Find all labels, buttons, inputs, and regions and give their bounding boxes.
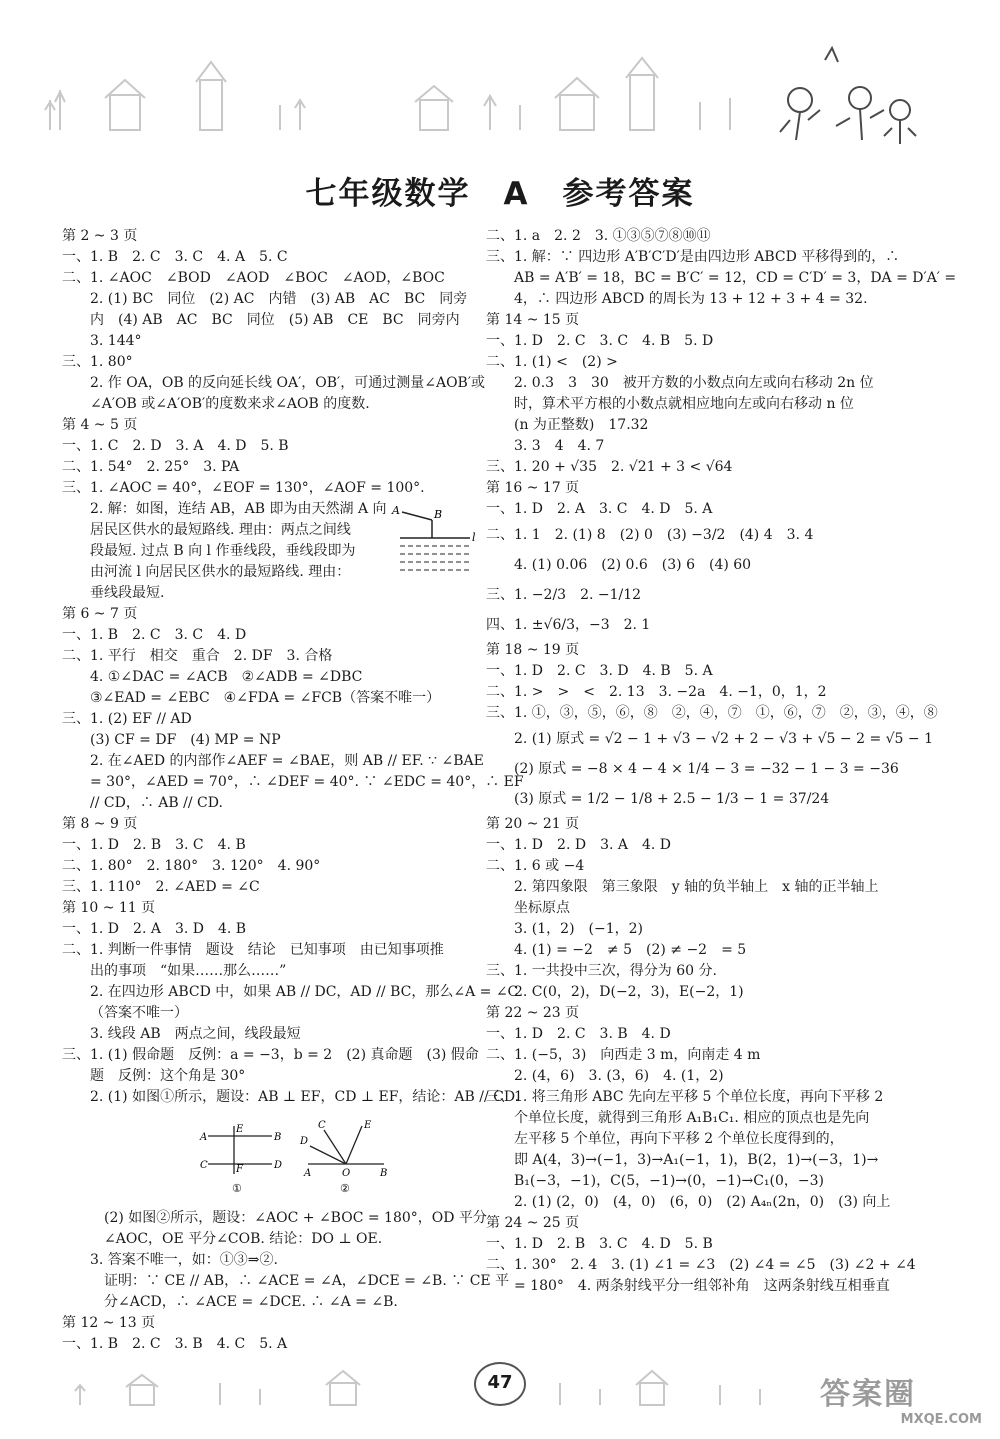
answer-line: 第 8 ~ 9 页 <box>62 816 138 832</box>
answer-line: 证明：∵ CE // AB，∴ ∠ACE = ∠A，∠DCE = ∠B. ∵ CE 平 <box>104 1273 510 1289</box>
answer-line: 一、1. D 2. A 3. C 4. D 5. A <box>486 501 713 517</box>
answer-line: 题 反例：这个角是 30° <box>90 1068 246 1084</box>
answer-line: 2. (1) (2，0) (4，0) (6，0) (2) A₄ₙ(2n，0) (3) 向上 <box>514 1194 891 1210</box>
answer-line: 三、1. −2/3 2. −1/12 <box>486 587 642 603</box>
answer-line: = 180° 4. 两条射线平分一组邻补角 这两条射线互相垂直 <box>514 1278 890 1294</box>
caption-2: ② <box>340 1182 350 1195</box>
figure-1-parallel-lines <box>199 1124 282 1195</box>
answer-line: 3. 144° <box>90 333 142 349</box>
answer-line: 三、1. ①，③，⑤，⑥，⑧ ②，④，⑦ ①，⑥，⑦ ②，③，④，⑧ <box>486 705 938 721</box>
answer-line: 二、1. ∠AOC ∠BOD ∠AOD ∠BOC ∠AOD，∠BOC <box>62 270 445 286</box>
answer-line: 一、1. D 2. B 3. C 4. D 5. B <box>486 1236 713 1252</box>
answer-line: 二、1. 6 或 −4 <box>486 858 585 874</box>
answer-line: 二、1. a 2. 2 3. ①③⑤⑦⑧⑩⑪ <box>486 228 711 244</box>
answer-line: 一、1. D 2. A 3. D 4. B <box>62 921 247 937</box>
answer-line: 一、1. B 2. C 3. B 4. C 5. A <box>62 1336 288 1352</box>
header-decoration <box>0 40 1000 150</box>
answer-line: 时，算术平方根的小数点就相应地向左或向右移动 n 位 <box>514 396 854 412</box>
answer-line: 4，∴ 四边形 ABCD 的周长为 13 + 12 + 3 + 4 = 32. <box>514 291 868 307</box>
answer-line: 一、1. D 2. D 3. A 4. D <box>486 837 672 853</box>
answer-line: (3) 原式 = 1/2 − 1/8 + 2.5 − 1/3 − 1 = 37/24 <box>514 791 830 807</box>
label-e: E <box>364 1120 372 1131</box>
answer-line: 三、1. (2) EF // AD <box>62 711 192 727</box>
answer-line: 2. (4，6) 3. (3，6) 4. (1，2) <box>514 1068 724 1084</box>
answer-line: 二、1. (−5，3) 向西走 3 m，向南走 4 m <box>486 1047 761 1063</box>
answer-line: 2. 0.3 3 30 被开方数的小数点向左或向右移动 2n 位 <box>514 375 874 391</box>
answer-line: ∠A′OB 或∠A′OB′的度数来求∠AOB 的度数. <box>90 396 370 412</box>
answer-line: (n 为正整数) 17.32 <box>514 417 649 433</box>
label-a: A <box>392 504 400 517</box>
answer-line: 垂线段最短. <box>90 585 165 601</box>
answer-line: 2. (1) 原式 = √2 − 1 + √3 − √2 + 2 − √3 + √5 − 2 = √5 − 1 <box>514 731 933 747</box>
watermark-logo <box>820 1378 990 1434</box>
answer-line: 第 4 ~ 5 页 <box>62 417 138 433</box>
answer-line: 第 6 ~ 7 页 <box>62 606 138 622</box>
answer-line: 坐标原点 <box>514 900 570 916</box>
answer-line: (3) CF = DF (4) MP = NP <box>90 732 281 748</box>
caption-1: ① <box>232 1182 242 1195</box>
answer-line: 2. 解：如图，连结 AB，AB 即为由天然湖 A 向 <box>90 501 387 517</box>
answer-line: B₁(−3，−1)，C(5，−1)→(0，−1)→C₁(0，−3) <box>514 1173 825 1189</box>
answer-line: 一、1. D 2. C 3. C 4. B 5. D <box>486 333 714 349</box>
answer-line: 第 16 ~ 17 页 <box>486 480 580 496</box>
answer-line: 三、1. 解：∵ 四边形 A′B′C′D′是由四边形 ABCD 平移得到的，∴ <box>486 249 900 265</box>
label-b: B <box>434 508 443 521</box>
answer-line: 第 22 ~ 23 页 <box>486 1005 580 1021</box>
answer-line: 二、1. (1) < (2) > <box>486 354 618 370</box>
answer-line: （答案不唯一） <box>90 1005 188 1021</box>
answer-line: 第 20 ~ 21 页 <box>486 816 580 832</box>
answer-line: 2. 在四边形 ABCD 中，如果 AB // DC，AD // BC，那么∠A = ∠C <box>90 984 519 1000</box>
answer-line: 左平移 5 个单位，再向下平移 2 个单位长度得到的， <box>514 1131 844 1147</box>
answer-line: 出的事项 “如果……那么……” <box>90 963 287 979</box>
label-a: A <box>200 1132 208 1143</box>
label-c: C <box>318 1120 326 1131</box>
label-c: C <box>200 1160 208 1171</box>
label-l: l <box>472 531 476 544</box>
answer-line: 居民区供水的最短路线. 理由：两点之间线 <box>90 522 351 538</box>
answer-line: 三、1. 80° <box>62 354 133 370</box>
answer-line: 第 24 ~ 25 页 <box>486 1215 580 1231</box>
answer-line: 二、1. 80° 2. 180° 3. 120° 4. 90° <box>62 858 321 874</box>
answer-line: 二、1. 判断一件事情 题设 结论 已知事项 由已知事项推 <box>62 942 444 958</box>
answer-line: 2. 作 OA，OB 的反向延长线 OA′，OB′，可通过测量∠AOB′或 <box>90 375 486 391</box>
answer-line: 4. (1) 0.06 (2) 0.6 (3) 6 (4) 60 <box>514 557 752 573</box>
label-d: D <box>300 1136 309 1147</box>
answer-line: 一、1. D 2. B 3. C 4. B <box>62 837 246 853</box>
segment-ab <box>402 512 432 520</box>
answer-line: 四、1. ±√6/3，−3 2. 1 <box>486 617 651 633</box>
answer-line: 个单位长度，就得到三角形 A₁B₁C₁. 相应的顶点也是先向 <box>514 1110 870 1126</box>
answer-line: // CD，∴ AB // CD. <box>90 795 223 811</box>
page-number: 47 <box>487 1372 513 1393</box>
label-b: B <box>274 1132 282 1143</box>
answer-line: 三、1. 一共投中三次，得分为 60 分. <box>486 963 717 979</box>
answer-line: 3. 答案不唯一，如：①③⇒②. <box>90 1252 278 1268</box>
answer-line: 段最短. 过点 B 向 l 作垂线段，垂线段即为 <box>90 543 356 559</box>
figure-2-angles <box>299 1120 387 1195</box>
answer-line: 第 14 ~ 15 页 <box>486 312 580 328</box>
answer-line: = 30°，∠AED = 70°，∴ ∠DEF = 40°. ∵ ∠EDC = 40°，∴ EF <box>90 774 524 790</box>
answer-line: 第 2 ~ 3 页 <box>62 228 138 244</box>
answer-line: 二、1. 平行 相交 重合 2. DF 3. 合格 <box>62 648 333 664</box>
answers-right-column <box>486 226 957 1297</box>
answer-line: 第 12 ~ 13 页 <box>62 1315 156 1331</box>
watermark-text: 答案圈 <box>820 1377 916 1412</box>
answer-line: 第 10 ~ 11 页 <box>62 900 156 916</box>
answer-line: 一、1. C 2. D 3. A 4. D 5. B <box>62 438 289 454</box>
answer-line: 二、1. 1 2. (1) 8 (2) 0 (3) −3/2 (4) 4 3. 4 <box>486 527 814 543</box>
label-o: O <box>342 1168 351 1179</box>
label-a: A <box>304 1168 312 1179</box>
label-d: D <box>274 1160 283 1171</box>
answer-line: 4. ①∠DAC = ∠ACB ②∠ADB = ∠DBC <box>90 669 363 685</box>
answer-line: 2. (1) 如图①所示，题设：AB ⊥ EF，CD ⊥ EF，结论：AB // CD. <box>90 1089 520 1105</box>
answer-line: 一、1. D 2. C 3. B 4. D <box>486 1026 671 1042</box>
label-e: E <box>236 1124 244 1135</box>
watermark-url: MXQE.COM <box>900 1412 982 1427</box>
answer-line: 三、1. (1) 假命题 反例：a = −3，b = 2 (2) 真命题 (3) 假命 <box>62 1047 479 1063</box>
answer-line: 分∠ACD，∴ ∠ACE = ∠DCE. ∴ ∠A = ∠B. <box>104 1294 398 1310</box>
answer-line: ∠AOC，OE 平分∠COB. 结论：DO ⊥ OE. <box>104 1231 383 1247</box>
answer-line: 一、1. B 2. C 3. C 4. A 5. C <box>62 249 288 265</box>
answer-line: (2) 原式 = −8 × 4 − 4 × 1/4 − 3 = −32 − 1 − 3 = −36 <box>514 761 899 777</box>
answer-line: 二、1. > > < 2. 13 3. −2a 4. −1，0，1，2 <box>486 684 827 700</box>
label-f: F <box>236 1164 243 1175</box>
answer-line: 一、1. B 2. C 3. C 4. D <box>62 627 247 643</box>
answer-line: 第 18 ~ 19 页 <box>486 642 580 658</box>
answer-line: 2. 第四象限 第三象限 y 轴的负半轴上 x 轴的正半轴上 <box>514 879 879 895</box>
answer-line: 3. 线段 AB 两点之间，线段最短 <box>90 1026 301 1042</box>
answer-line: ③∠EAD = ∠EBC ④∠FDA = ∠FCB（答案不唯一） <box>90 690 441 706</box>
answer-line: 三、1. ∠AOC = 40°，∠EOF = 130°，∠AOF = 100°. <box>62 480 425 496</box>
answer-line: 2. 在∠AED 的内部作∠AEF = ∠BAE，则 AB // EF. ∵ ∠BAE <box>90 753 484 769</box>
answer-line: 3. (1，2) (−1，2) <box>514 921 644 937</box>
answer-line: 三、1. 20 + √35 2. √21 + 3 < √64 <box>486 459 733 475</box>
answer-line: AB = A′B′ = 18，BC = B′C′ = 12，CD = C′D′ = 3，DA = D′A′ = <box>514 270 957 286</box>
answer-line: 由河流 l 向居民区供水的最短路线. 理由： <box>90 564 351 580</box>
answer-line: 二、1. 54° 2. 25° 3. PA <box>62 459 240 475</box>
answer-line: 内 (4) AB AC BC 同位 (5) AB CE BC 同旁内 <box>90 312 460 328</box>
answer-line: 4. (1) = −2 ≠ 5 (2) ≠ −2 = 5 <box>514 942 747 958</box>
answer-line: 二、1. 30° 2. 4 3. (1) ∠1 = ∠3 (2) ∠4 = ∠5 (3) ∠2 + ∠4 <box>486 1257 916 1273</box>
answer-line: (2) 如图②所示，题设：∠AOC + ∠BOC = 180°，OD 平分 <box>104 1210 487 1226</box>
answer-line: 三、1. 将三角形 ABC 先向左平移 5 个单位长度，再向下平移 2 <box>486 1089 884 1105</box>
figure-lake-river <box>370 504 480 584</box>
answer-line: 一、1. D 2. C 3. D 4. B 5. A <box>486 663 713 679</box>
figure-parallel-and-angles <box>196 1120 396 1200</box>
label-b: B <box>380 1168 388 1179</box>
answer-line: 2. C(0，2)，D(−2，3)，E(−2，1) <box>514 984 744 1000</box>
page-title: 七年级数学 A 参考答案 <box>305 176 695 212</box>
answer-line: 2. (1) BC 同位 (2) AC 内错 (3) AB AC BC 同旁 <box>90 291 468 307</box>
answer-line: 即 A(4，3)→(−1，3)→A₁(−1，1)，B(2，1)→(−3，1)→ <box>514 1152 879 1168</box>
answer-line: 3. 3 4 4. 7 <box>514 438 605 454</box>
answer-line: 三、1. 110° 2. ∠AED = ∠C <box>62 879 260 895</box>
